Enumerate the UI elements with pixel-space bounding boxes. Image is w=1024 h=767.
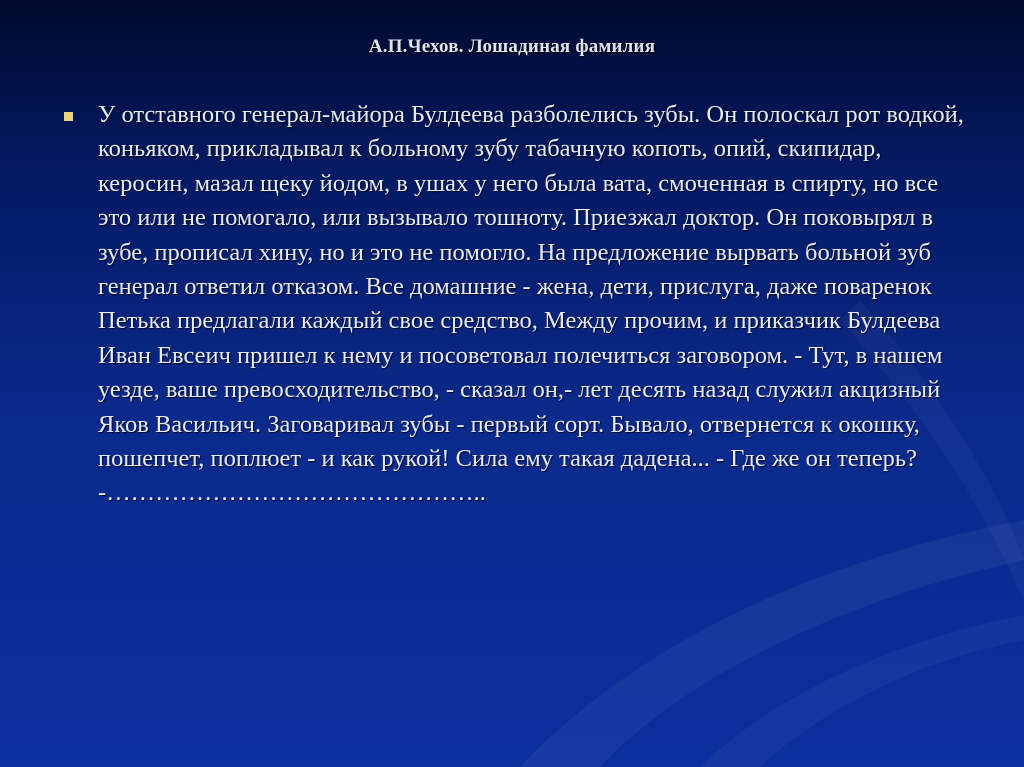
square-bullet-icon [64, 112, 73, 121]
bullet-item [64, 98, 964, 511]
bullet-list [64, 98, 964, 511]
bullet-text: У отставного генерал-майора Булдеева разболелись зубы. Он полоскал рот водкой, коньяком, прикладывал к больному зубу табачную копоть, опий, скипидар, керосин, мазал щеку йодом, в ушах у него была вата, смоченная в спирту, но все это или не помогало, или вызывало тошноту. Приезжал доктор. Он поковырял в зубе, прописал хину, но и это не помогло. На предложение вырвать больной зуб генерал ответил отказом. Все домашние - жена, дети, прислуга, даже поваренок Петька предлагали каждый свое средство, Между прочим, и приказчик Булдеева Иван Евсеич пришел к нему и посоветовал полечиться заговором. - Тут, в нашем уезде, ваше превосходительство, - сказал он,- лет десять назад служил акцизный Яков Васильич. Заговаривал зубы - первый сорт. Бывало, отвернется к окошку, пошепчет, поплюет - и как рукой! Сила ему такая дадена... - Где же он теперь? -……………………………………….. [98, 101, 964, 507]
slide-title: А.П.Чехов. Лошадиная фамилия [368, 36, 656, 57]
